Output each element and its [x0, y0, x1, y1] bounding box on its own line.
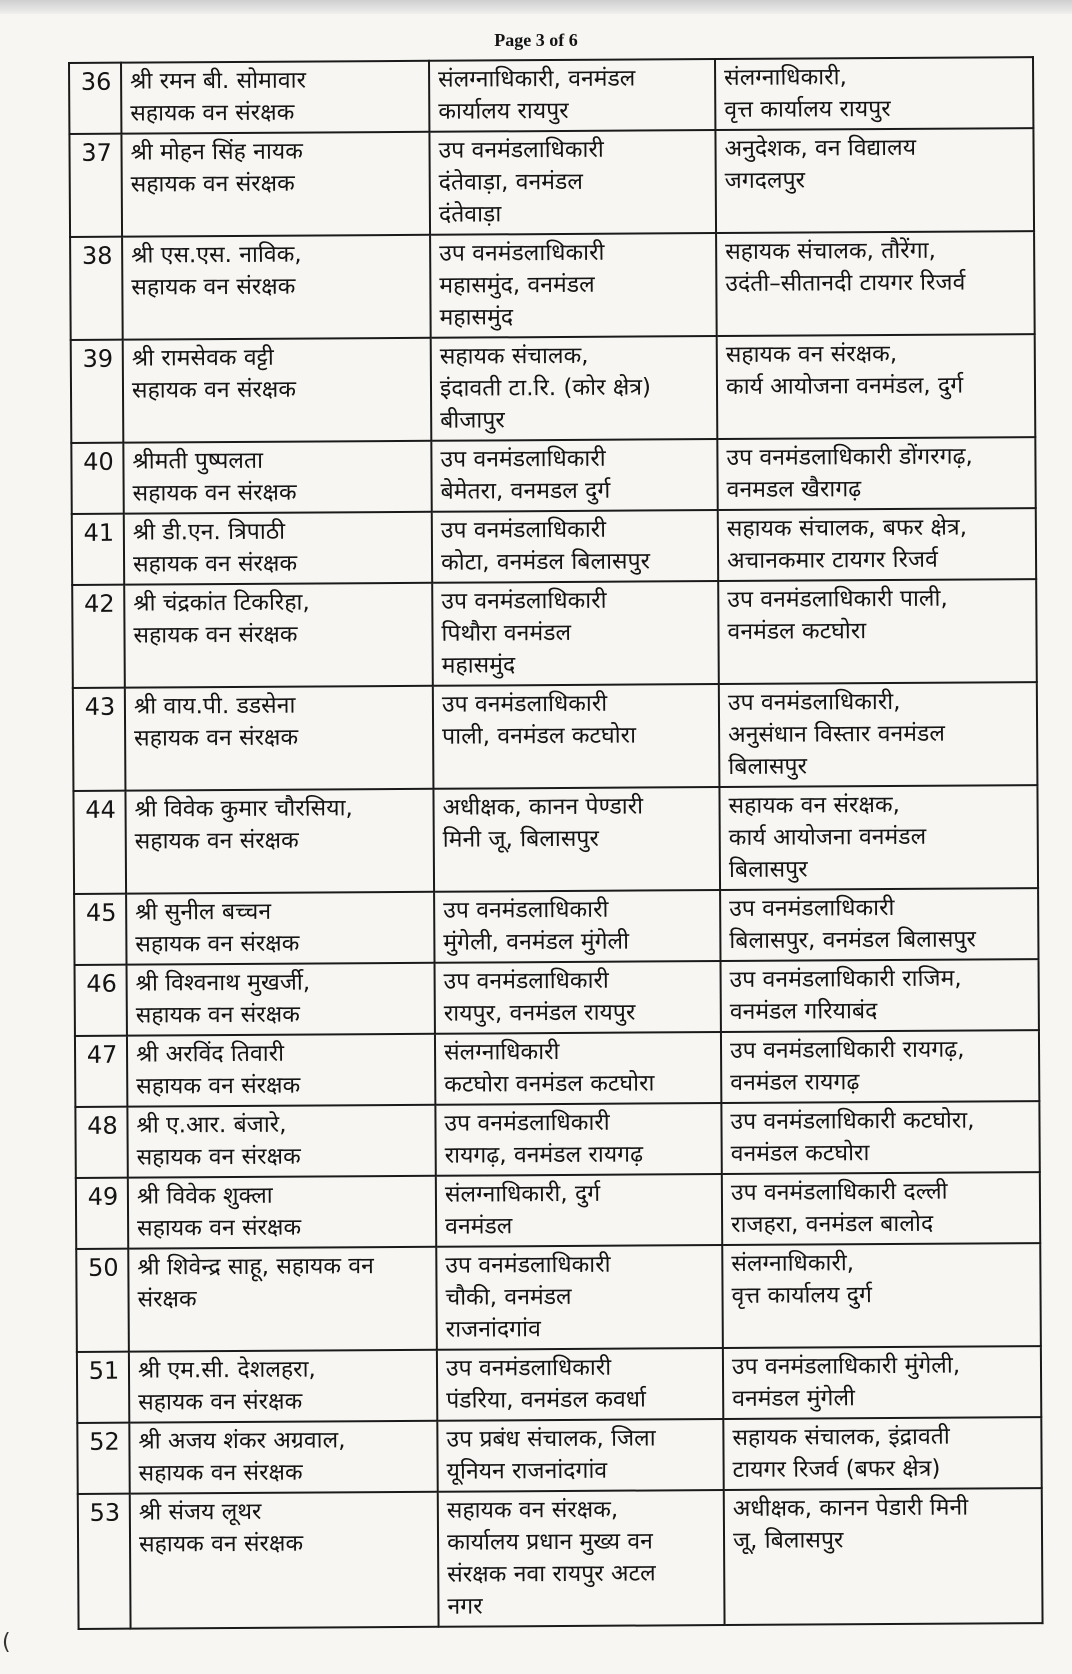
cell-line: उप वनमंडलाधिकारी: [729, 894, 895, 922]
cell-line: उप वनमंडलाधिकारी: [445, 1251, 611, 1279]
cell-line: वनमंडल कटघोरा: [730, 1140, 870, 1167]
serial-number-cell: 37: [69, 134, 122, 237]
table-row: [71, 437, 1035, 514]
new-posting-cell: [721, 959, 1039, 1032]
cell-line: श्री ए.आर. बंजारे,: [136, 1111, 287, 1139]
cell-line: सहायक वन संरक्षक: [135, 930, 300, 958]
cell-line: उप वनमंडलाधिकारी: [439, 239, 605, 267]
table-row: [75, 959, 1039, 1036]
table-row: [69, 128, 1034, 237]
cell-line: जगदलपुर: [724, 167, 806, 194]
page-number: Page 3 of 6: [494, 30, 578, 50]
new-posting-cell: [719, 785, 1038, 890]
officer-name-cell: [129, 1421, 437, 1494]
cell-line: सहायक वन संरक्षक: [137, 1214, 302, 1242]
serial-number-cell: 53: [78, 1494, 131, 1629]
transfer-table-body: [69, 57, 1043, 1629]
officer-name-cell: [130, 1492, 439, 1629]
cell-line: सहायक वन संरक्षक: [130, 99, 295, 127]
cell-line: उप वनमंडलाधिकारी राजिम,: [729, 965, 962, 993]
new-posting-cell: [718, 508, 1036, 581]
table-row: [73, 785, 1038, 894]
cell-line: श्री वाय.पी. डडसेना: [133, 692, 296, 720]
cell-line: उप वनमंडलाधिकारी दल्ली: [730, 1178, 948, 1206]
new-posting-cell: [723, 1417, 1041, 1490]
cell-line: संरक्षक नवा रायपुर अटल: [447, 1560, 656, 1588]
new-posting-cell: [721, 1101, 1039, 1174]
new-posting-cell: [723, 1346, 1041, 1419]
cell-line: वनमंडल कटघोरा: [727, 618, 867, 645]
cell-line: उप वनमंडलाधिकारी: [445, 1354, 612, 1382]
cell-line: सहायक वन संरक्षक: [130, 170, 295, 198]
cell-line: उप वनमंडलाधिकारी कटघोरा,: [730, 1107, 975, 1135]
cell-line: सहायक वन संरक्षक: [134, 827, 299, 855]
cell-line: सहायक संचालक, तौरेंगा,: [725, 237, 936, 265]
cell-line: सहायक संचालक,: [439, 342, 589, 370]
cell-line: श्री एम.सी. देशलहरा,: [137, 1356, 316, 1384]
serial-number-cell: 43: [73, 688, 126, 791]
new-posting-cell: [716, 231, 1035, 336]
cell-line: सहायक वन संरक्षक,: [728, 791, 900, 819]
cell-line: चौकी, वनमंडल: [445, 1283, 572, 1311]
cell-line: वृत्त कार्यालय रायपुर: [724, 95, 891, 123]
cell-line: उप वनमंडलाधिकारी: [440, 445, 606, 473]
table-row: [73, 682, 1038, 791]
officer-name-cell: [129, 1350, 437, 1423]
cell-line: अनुसंधान विस्तार वनमंडल: [728, 720, 945, 748]
cell-line: कार्यालय प्रधान मुख्य वन: [446, 1528, 653, 1556]
cell-line: संलग्नाधिकारी: [443, 1039, 560, 1066]
cell-line: सहायक वन संरक्षक: [135, 1001, 300, 1029]
cell-line: रायपुर, वनमंडल रायपुर: [443, 999, 636, 1027]
transfer-table: [68, 56, 1044, 1630]
serial-number-cell: 39: [71, 340, 124, 443]
cell-line: संलग्नाधिकारी, वनमंडल: [438, 65, 636, 93]
serial-number-cell: 41: [72, 514, 124, 585]
serial-number-cell: 51: [77, 1352, 129, 1423]
cell-line: वनमडल खैरागढ़: [726, 476, 862, 503]
cell-line: सहायक वन संरक्षक: [132, 479, 297, 507]
cell-line: उप वनमंडलाधिकारी: [443, 967, 609, 995]
current-posting-cell: [436, 1245, 723, 1350]
cell-line: सहायक वन संरक्षक: [138, 1388, 303, 1416]
cell-line: उप वनमंडलाधिकारी: [443, 896, 609, 924]
current-posting-cell: [436, 1174, 722, 1247]
cell-line: वनमंडल मुंगेली: [732, 1385, 856, 1412]
cell-line: उप प्रबंध संचालक, जिला: [446, 1425, 656, 1453]
table-row: [71, 334, 1036, 443]
cell-line: इंदावती टा.रि. (कोर क्षेत्र): [439, 374, 652, 402]
cell-line: संरक्षक: [137, 1286, 197, 1313]
serial-number-cell: 38: [70, 237, 123, 340]
cell-line: श्री चंद्रकांत टिकरिहा,: [133, 589, 310, 617]
new-posting-cell: [719, 682, 1038, 787]
table-row: [76, 1172, 1040, 1249]
cell-line: पाली, वनमंडल कटघोरा: [442, 722, 637, 750]
cell-line: संलग्नाधिकारी, दुर्ग: [444, 1180, 601, 1208]
cell-line: टायगर रिजर्व (बफर क्षेत्र): [732, 1455, 941, 1483]
cell-line: श्री संजय लूथर: [138, 1498, 262, 1526]
cell-line: सहायक वन संरक्षक,: [446, 1496, 619, 1524]
officer-name-cell: [121, 132, 430, 237]
cell-line: श्रीमती पुष्पलता: [132, 447, 264, 475]
cell-line: सहायक वन संरक्षक: [131, 376, 297, 404]
cell-line: अचानकमार टायगर रिजर्व: [726, 546, 938, 574]
new-posting-cell: [724, 1488, 1043, 1625]
table-row: [77, 1417, 1041, 1494]
cell-line: सहायक वन संरक्षक: [134, 724, 299, 752]
cell-line: राजहरा, वनमंडल बालोद: [731, 1210, 934, 1238]
new-posting-cell: [721, 1030, 1039, 1103]
cell-line: पिथौरा वनमंडल: [441, 619, 572, 647]
cell-line: श्री विवेक कुमार चौरसिया,: [134, 795, 353, 823]
cell-line: सहायक वन संरक्षक: [131, 273, 296, 301]
serial-number-cell: 48: [75, 1107, 127, 1178]
cell-line: श्री अरविंद तिवारी: [135, 1040, 285, 1068]
current-posting-cell: [432, 581, 719, 686]
cell-line: उदंती–सीतानदी टायगर रिजर्व: [725, 269, 966, 297]
cell-line: मुंगेली, वनमंडल मुंगेली: [443, 928, 630, 956]
cell-line: सहायक वन संरक्षक: [136, 1143, 301, 1171]
officer-name-cell: [127, 1034, 435, 1107]
cell-line: श्री रमन बी. सोमावार: [130, 67, 307, 95]
serial-number-cell: 46: [75, 965, 127, 1036]
table-row: [69, 57, 1033, 134]
table-row: [75, 1030, 1039, 1107]
new-posting-cell: [715, 128, 1034, 233]
officer-name-cell: [123, 441, 431, 514]
cell-line: उप वनमंडलाधिकारी मुंगेली,: [731, 1352, 961, 1380]
current-posting-cell: [437, 1419, 723, 1492]
serial-number-cell: 36: [69, 63, 121, 134]
new-posting-cell: [717, 437, 1035, 510]
officer-name-cell: [128, 1247, 437, 1352]
cell-line: श्री डी.एन. त्रिपाठी: [132, 518, 286, 546]
cell-line: वृत्त कार्यालय दुर्ग: [731, 1282, 872, 1309]
table-row: [76, 1243, 1041, 1352]
current-posting-cell: [435, 1103, 721, 1176]
current-posting-cell: [432, 510, 718, 583]
officer-name-cell: [127, 1105, 435, 1178]
cell-line: उप वनमंडलाधिकारी: [441, 587, 607, 615]
cell-line: बेमेतरा, वनमडल दुर्ग: [440, 477, 611, 505]
cell-line: उप वनमंडलाधिकारी: [441, 690, 608, 718]
table-row: [77, 1346, 1041, 1423]
cell-line: वनमंडल गरियाबंद: [729, 998, 878, 1025]
table-row: [78, 1488, 1043, 1629]
cell-line: सहायक वन संरक्षक: [132, 550, 298, 578]
cell-line: उप वनमंडलाधिकारी डोंगरगढ़,: [726, 443, 973, 471]
cell-line: उप वनमंडलाधिकारी: [438, 136, 604, 164]
table-row: [70, 231, 1035, 340]
cell-line: कटघोरा वनमंडल कटघोरा: [444, 1070, 655, 1098]
cell-line: उप वनमंडलाधिकारी: [444, 1109, 610, 1137]
officer-name-cell: [122, 235, 431, 340]
cell-line: बिलासपुर, वनमंडल बिलासपुर: [729, 926, 976, 954]
cell-line: सहायक वन संरक्षक,: [725, 340, 898, 368]
cell-line: यूनियन राजनांदगांव: [446, 1457, 608, 1485]
cell-line: कार्य आयोजना वनमंडल, दुर्ग: [725, 372, 964, 400]
current-posting-cell: [433, 684, 720, 789]
cell-line: नगर: [447, 1593, 483, 1620]
cell-line: रायगढ़, वनमंडल रायगढ़: [444, 1141, 644, 1169]
table-row: [74, 888, 1038, 965]
officer-name-cell: [127, 963, 435, 1036]
cell-line: सहायक वन संरक्षक: [138, 1530, 304, 1558]
serial-number-cell: 40: [71, 443, 123, 514]
current-posting-cell: [429, 59, 715, 132]
cell-line: सहायक वन संरक्षक: [138, 1459, 303, 1487]
current-posting-cell: [435, 1032, 721, 1105]
cell-line: कार्यालय रायपुर: [438, 97, 569, 125]
cell-line: उप वनमंडलाधिकारी पाली,: [727, 585, 948, 613]
current-posting-cell: [433, 787, 720, 892]
cell-line: बिलासपुर: [728, 856, 808, 883]
cell-line: वनमंडल: [445, 1213, 513, 1240]
margin-mark: (: [2, 1630, 11, 1655]
cell-line: बीजापुर: [440, 407, 505, 434]
scan-edge: [0, 0, 1072, 14]
current-posting-cell: [430, 233, 717, 338]
table-row: [75, 1101, 1039, 1178]
cell-line: अधीक्षक, कानन पेण्डारी: [442, 793, 644, 821]
cell-line: सहायक वन संरक्षक: [133, 621, 298, 649]
table-row: [72, 508, 1036, 585]
current-posting-cell: [431, 439, 717, 512]
cell-line: अनुदेशक, वन विद्यालय: [724, 134, 917, 162]
cell-line: कार्य आयोजना वनमंडल: [728, 823, 927, 851]
cell-line: उप वनमंडलाधिकारी रायगढ़,: [729, 1036, 965, 1064]
new-posting-cell: [722, 1172, 1040, 1245]
current-posting-cell: [435, 961, 721, 1034]
cell-line: श्री विश्वनाथ मुखर्जी,: [135, 969, 311, 997]
serial-number-cell: 47: [75, 1036, 127, 1107]
new-posting-cell: [722, 1243, 1041, 1348]
cell-line: श्री विवेक शुक्ला: [136, 1182, 273, 1210]
serial-number-cell: 42: [72, 585, 125, 688]
current-posting-cell: [429, 130, 716, 235]
cell-line: पंडरिया, वनमंडल कवर्धा: [446, 1386, 646, 1414]
cell-line: कोटा, वनमंडल बिलासपुर: [440, 548, 651, 576]
cell-line: सहायक संचालक, बफर क्षेत्र,: [726, 514, 968, 542]
cell-line: श्री मोहन सिंह नायक: [130, 138, 303, 166]
cell-line: उप वनमंडलाधिकारी,: [727, 688, 901, 716]
serial-number-cell: 44: [73, 791, 126, 894]
cell-line: महासमुंद, वनमंडल: [439, 271, 595, 299]
cell-line: श्री शिवेन्द्र साहू, सहायक वन: [137, 1253, 374, 1281]
cell-line: महासमुंद: [439, 304, 514, 331]
cell-line: संलग्नाधिकारी,: [724, 64, 847, 91]
cell-line: मिनी जू, बिलासपुर: [442, 825, 599, 853]
serial-number-cell: 45: [74, 894, 126, 965]
cell-line: संलग्नाधिकारी,: [731, 1250, 855, 1277]
cell-line: महासमुंद: [441, 652, 516, 679]
current-posting-cell: [431, 336, 718, 441]
current-posting-cell: [434, 890, 720, 963]
cell-line: श्री एस.एस. नाविक,: [131, 241, 302, 269]
cell-line: श्री रामसेवक वट्टी: [131, 344, 274, 372]
new-posting-cell: [715, 57, 1033, 130]
cell-line: उप वनमंडलाधिकारी: [440, 516, 607, 544]
new-posting-cell: [718, 579, 1037, 684]
officer-name-cell: [123, 338, 432, 443]
serial-number-cell: 52: [77, 1423, 129, 1494]
officer-name-cell: [125, 686, 434, 791]
cell-line: दंतेवाड़ा, वनमंडल: [438, 168, 583, 196]
current-posting-cell: [438, 1490, 725, 1627]
officer-name-cell: [121, 61, 429, 134]
officer-name-cell: [128, 1176, 436, 1249]
cell-line: बिलासपुर: [728, 753, 808, 780]
officer-name-cell: [125, 789, 434, 894]
cell-line: राजनांदगांव: [445, 1316, 541, 1343]
cell-line: श्री अजय शंकर अग्रवाल,: [138, 1427, 346, 1455]
serial-number-cell: 49: [76, 1178, 128, 1249]
new-posting-cell: [720, 888, 1038, 961]
cell-line: अधीक्षक, कानन पेडारी मिनी: [732, 1494, 969, 1522]
officer-name-cell: [124, 512, 432, 585]
cell-line: सहायक संचालक, इंद्रावती: [732, 1423, 950, 1451]
officer-name-cell: [126, 892, 434, 965]
new-posting-cell: [717, 334, 1036, 439]
cell-line: जू, बिलासपुर: [732, 1527, 844, 1554]
serial-number-cell: 50: [76, 1249, 129, 1352]
table-row: [72, 579, 1037, 688]
current-posting-cell: [437, 1348, 723, 1421]
cell-line: श्री सुनील बच्चन: [135, 898, 272, 926]
officer-name-cell: [124, 583, 433, 688]
cell-line: वनमंडल रायगढ़: [730, 1069, 860, 1096]
cell-line: दंतेवाड़ा: [438, 201, 502, 228]
cell-line: सहायक वन संरक्षक: [136, 1072, 301, 1100]
